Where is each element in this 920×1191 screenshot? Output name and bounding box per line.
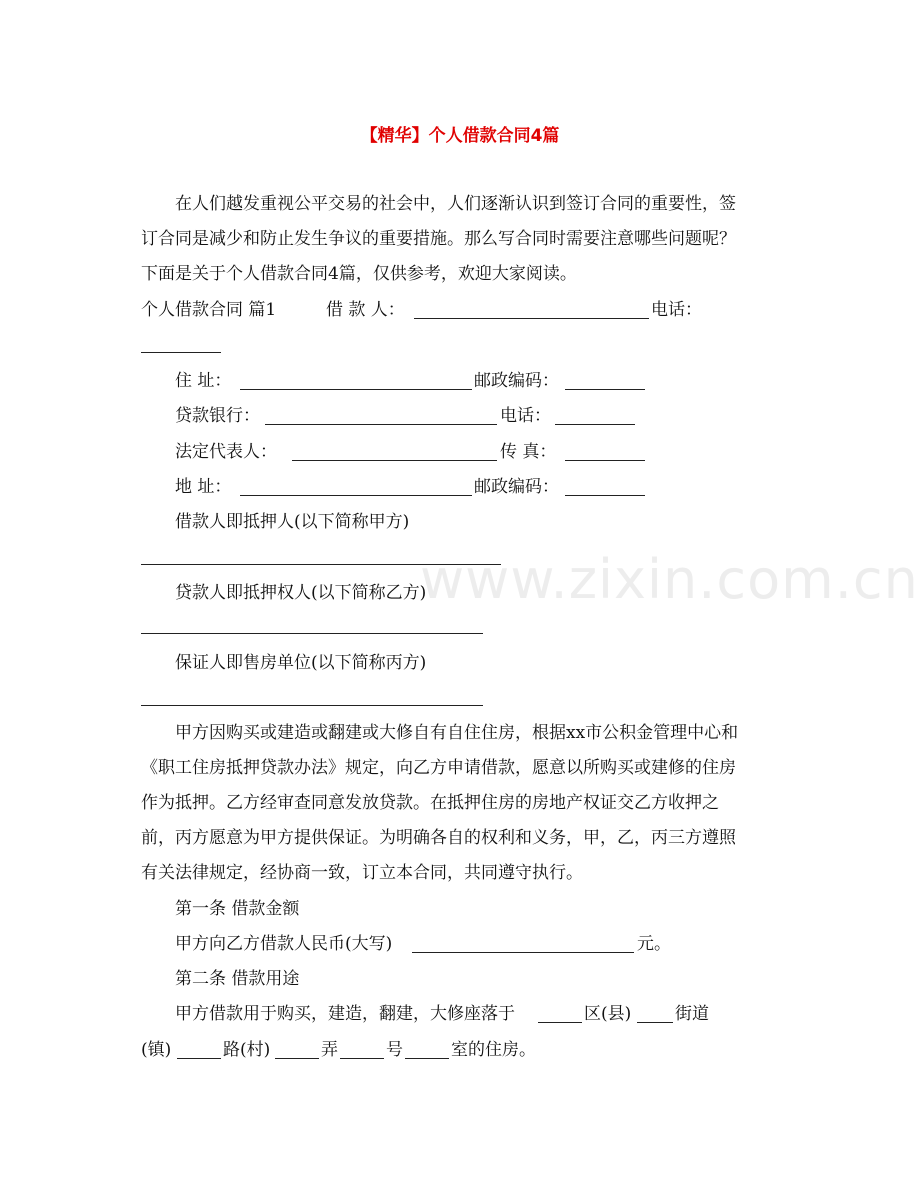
field-postcode2-label: 邮政编码：	[474, 477, 559, 497]
article-2-text-b: 区(县)	[584, 1004, 632, 1024]
article-2-text-c: 街道	[675, 1004, 709, 1024]
article-2-text-e: 路(村)	[223, 1040, 271, 1060]
article-1-heading: 第一条 借款金额	[175, 899, 300, 919]
field-bank-label: 贷款银行：	[175, 406, 260, 426]
article-2-text-h: 室的住房。	[451, 1040, 536, 1060]
field-postcode-label: 邮政编码：	[474, 371, 559, 391]
body-line-2: 《职工住房抵押贷款办法》规定，向乙方申请借款，愿意以所购买或建修的住房	[141, 758, 736, 778]
field-fax-blank	[565, 460, 645, 461]
field-postcode2-blank	[565, 495, 645, 496]
intro-line-1: 在人们越发重视公平交易的社会中，人们逐渐认识到签订合同的重要性，签	[175, 194, 736, 214]
field-bank-phone-blank	[555, 424, 635, 425]
article-1-unit: 元。	[637, 934, 671, 954]
body-line-5: 有关法律规定，经协商一致，订立本合同，共同遵守执行。	[141, 863, 583, 883]
party-a-blank	[141, 564, 501, 565]
field-bank-blank	[265, 424, 497, 425]
article-2-text-a: 甲方借款用于购买，建造，翻建，大修座落于	[175, 1004, 515, 1024]
party-a: 借款人即抵押人(以下简称甲方)	[175, 512, 410, 532]
article-1-text: 甲方向乙方借款人民币(大写)	[175, 934, 393, 954]
article-2-text-d: (镇)	[141, 1040, 172, 1060]
article-2-street-blank	[637, 1022, 673, 1023]
article-2-text-f: 弄	[321, 1040, 338, 1060]
party-c: 保证人即售房单位(以下简称丙方)	[175, 653, 427, 673]
field-legal-rep-blank	[292, 460, 497, 461]
field-bank-phone-label: 电话：	[500, 406, 551, 426]
article-2-lane-blank	[340, 1058, 384, 1059]
article-1-amount-blank	[412, 952, 634, 953]
intro-line-2: 订合同是减少和防止发生争议的重要措施。那么写合同时需要注意哪些问题呢？	[141, 229, 736, 249]
party-b: 贷款人即抵押权人(以下简称乙方)	[175, 583, 427, 603]
body-line-4: 前，丙方愿意为甲方提供保证。为明确各自的权利和义务，甲，乙，丙三方遵照	[141, 828, 736, 848]
field-address-label: 住 址：	[175, 371, 232, 391]
field-address2-label: 地 址：	[175, 477, 232, 497]
field-address-blank	[240, 389, 472, 390]
article-2-town-blank	[177, 1058, 221, 1059]
section-heading: 个人借款合同 篇1	[141, 300, 277, 320]
article-2-district-blank	[538, 1022, 582, 1023]
intro-line-3: 下面是关于个人借款合同4篇，仅供参考，欢迎大家阅读。	[141, 264, 577, 284]
field-postcode-blank	[565, 389, 645, 390]
party-b-blank	[141, 633, 483, 634]
phone-blank	[141, 352, 221, 353]
watermark: www.zixin.com.cn	[420, 548, 919, 611]
article-2-number-blank	[405, 1058, 449, 1059]
body-line-1: 甲方因购买或建造或翻建或大修自有自住住房，根据xx市公积金管理中心和	[175, 723, 739, 743]
borrower-label: 借 款 人：	[326, 300, 405, 320]
field-address2-blank	[240, 495, 472, 496]
article-2-text-g: 号	[386, 1040, 403, 1060]
article-2-road-blank	[275, 1058, 319, 1059]
body-line-3: 作为抵押。乙方经审查同意发放贷款。在抵押住房的房地产权证交乙方收押之	[141, 793, 719, 813]
borrower-blank	[414, 318, 649, 319]
field-legal-rep-label: 法定代表人：	[175, 442, 277, 462]
document-title: 【精华】个人借款合同4篇	[360, 126, 560, 146]
party-c-blank	[141, 705, 483, 706]
phone-label: 电话：	[651, 300, 702, 320]
article-2-heading: 第二条 借款用途	[175, 969, 300, 989]
field-fax-label: 传 真：	[500, 442, 557, 462]
